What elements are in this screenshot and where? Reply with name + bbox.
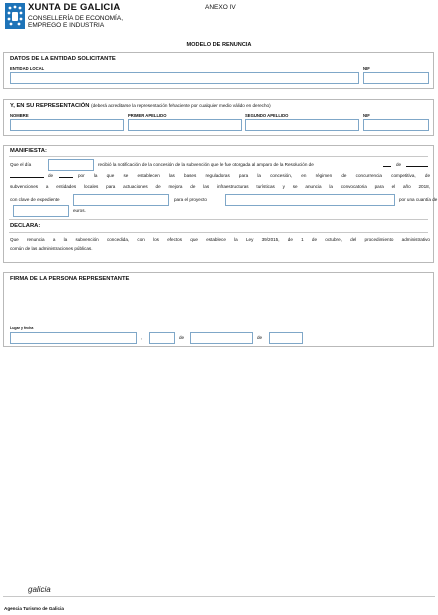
representative-nif-label: NIF <box>363 113 370 118</box>
annex-label: ANEXO IV <box>205 4 236 11</box>
manifiesta-divider <box>9 156 428 157</box>
organization-heading <box>28 3 123 30</box>
second-surname-label: SEGUNDO APELLIDO <box>245 113 289 118</box>
manifiesta-line1-de: de <box>396 162 402 167</box>
manifiesta-title: MANIFIESTA: <box>10 148 47 154</box>
manifiesta-line3: subvenciones a entidades locales para actuaciones de mejora de las infraestructuras turísticas y se anuncia la convocatoria para el año 2018, <box>10 184 430 189</box>
resolution-month-blank-2 <box>10 173 44 180</box>
project-field[interactable] <box>225 194 395 206</box>
declara-title: DECLARA: <box>10 223 41 229</box>
signature-title: FIRMA DE LA PERSONA REPRESENTANTE <box>10 276 130 282</box>
signature-section <box>3 272 434 347</box>
local-entity-field[interactable] <box>10 72 359 84</box>
representative-nif-field[interactable] <box>363 119 429 131</box>
representative-title-text: Y, EN SU REPRESENTACIÓN <box>10 103 90 109</box>
place-field[interactable] <box>10 332 137 344</box>
day-field[interactable] <box>149 332 175 344</box>
manifiesta-line4-start: con clave de expediente <box>10 197 60 202</box>
representative-section <box>3 99 434 136</box>
notification-date-field[interactable] <box>48 159 94 171</box>
manifiesta-line1-start: Que el día <box>10 162 32 167</box>
declara-line1: Que renuncia a la subvención concedida, con los efectos que establece la Ley 39/2015, de 1 de octubre, del procedimiento administrativo <box>10 237 430 242</box>
resolution-day-blank <box>383 162 391 169</box>
representative-section-title <box>10 103 271 109</box>
name-label: NOMBRE <box>10 113 29 118</box>
manifiesta-line1-text: recibió la notificación de la concesión de la subvención que le fue otorgada al amparo de la Resolución de <box>98 162 314 167</box>
manifiesta-line2-de: de <box>48 173 54 178</box>
galicia-footer-logo: galicia <box>28 585 51 594</box>
file-code-field[interactable] <box>73 194 169 206</box>
signature-de-1: de <box>179 335 185 340</box>
place-date-label: Lugar y fecha <box>10 326 34 330</box>
entity-section-title: DATOS DE LA ENTIDAD SOLICITANTE <box>10 56 116 62</box>
entity-section <box>3 52 434 89</box>
agency-name: Agencia Turismo de Galicia <box>4 606 64 611</box>
xunta-shield-logo <box>5 3 25 29</box>
footer-divider <box>3 596 435 597</box>
brand-name: XUNTA DE GALICIA <box>28 2 121 13</box>
declara-line2: común de las administraciones públicas. <box>10 246 93 251</box>
manifiesta-line4-amount: por una cuantía de <box>399 197 438 202</box>
month-field[interactable] <box>190 332 253 344</box>
name-field[interactable] <box>10 119 124 131</box>
entity-nif-label: NIF <box>363 66 370 71</box>
local-entity-label: ENTIDAD LOCAL <box>10 66 45 71</box>
second-surname-field[interactable] <box>245 119 359 131</box>
amount-field[interactable] <box>13 205 69 217</box>
manifiesta-line2-text: por la que se establecen las bases reguladoras para la concesión, en régimen de concurrencia competitiva, de <box>78 173 430 178</box>
declara-divider <box>9 232 428 233</box>
manifiesta-line5-euros: euros. <box>73 208 86 213</box>
department-line-1: CONSELLERÍA DE ECONOMÍA, <box>28 14 123 22</box>
first-surname-field[interactable] <box>128 119 242 131</box>
entity-nif-field[interactable] <box>363 72 429 84</box>
resolution-year-blank <box>59 173 73 180</box>
signature-de-2: de <box>257 335 263 340</box>
manifiesta-line4-project: para el proyecto <box>174 197 207 202</box>
document-title: MODELO DE RENUNCIA <box>186 42 252 48</box>
resolution-month-blank <box>406 162 428 169</box>
manifiesta-section <box>3 145 438 263</box>
year-field[interactable] <box>269 332 303 344</box>
declara-divider-top <box>9 219 428 220</box>
department-line-2: EMPREGO E INDUSTRIA <box>28 22 105 29</box>
comma-separator: , <box>141 335 143 340</box>
first-surname-label: PRIMER APELLIDO <box>128 113 167 118</box>
representative-note: (deberá acreditarse la representación fehaciente por cualquier medio válido en derecho) <box>91 103 271 108</box>
